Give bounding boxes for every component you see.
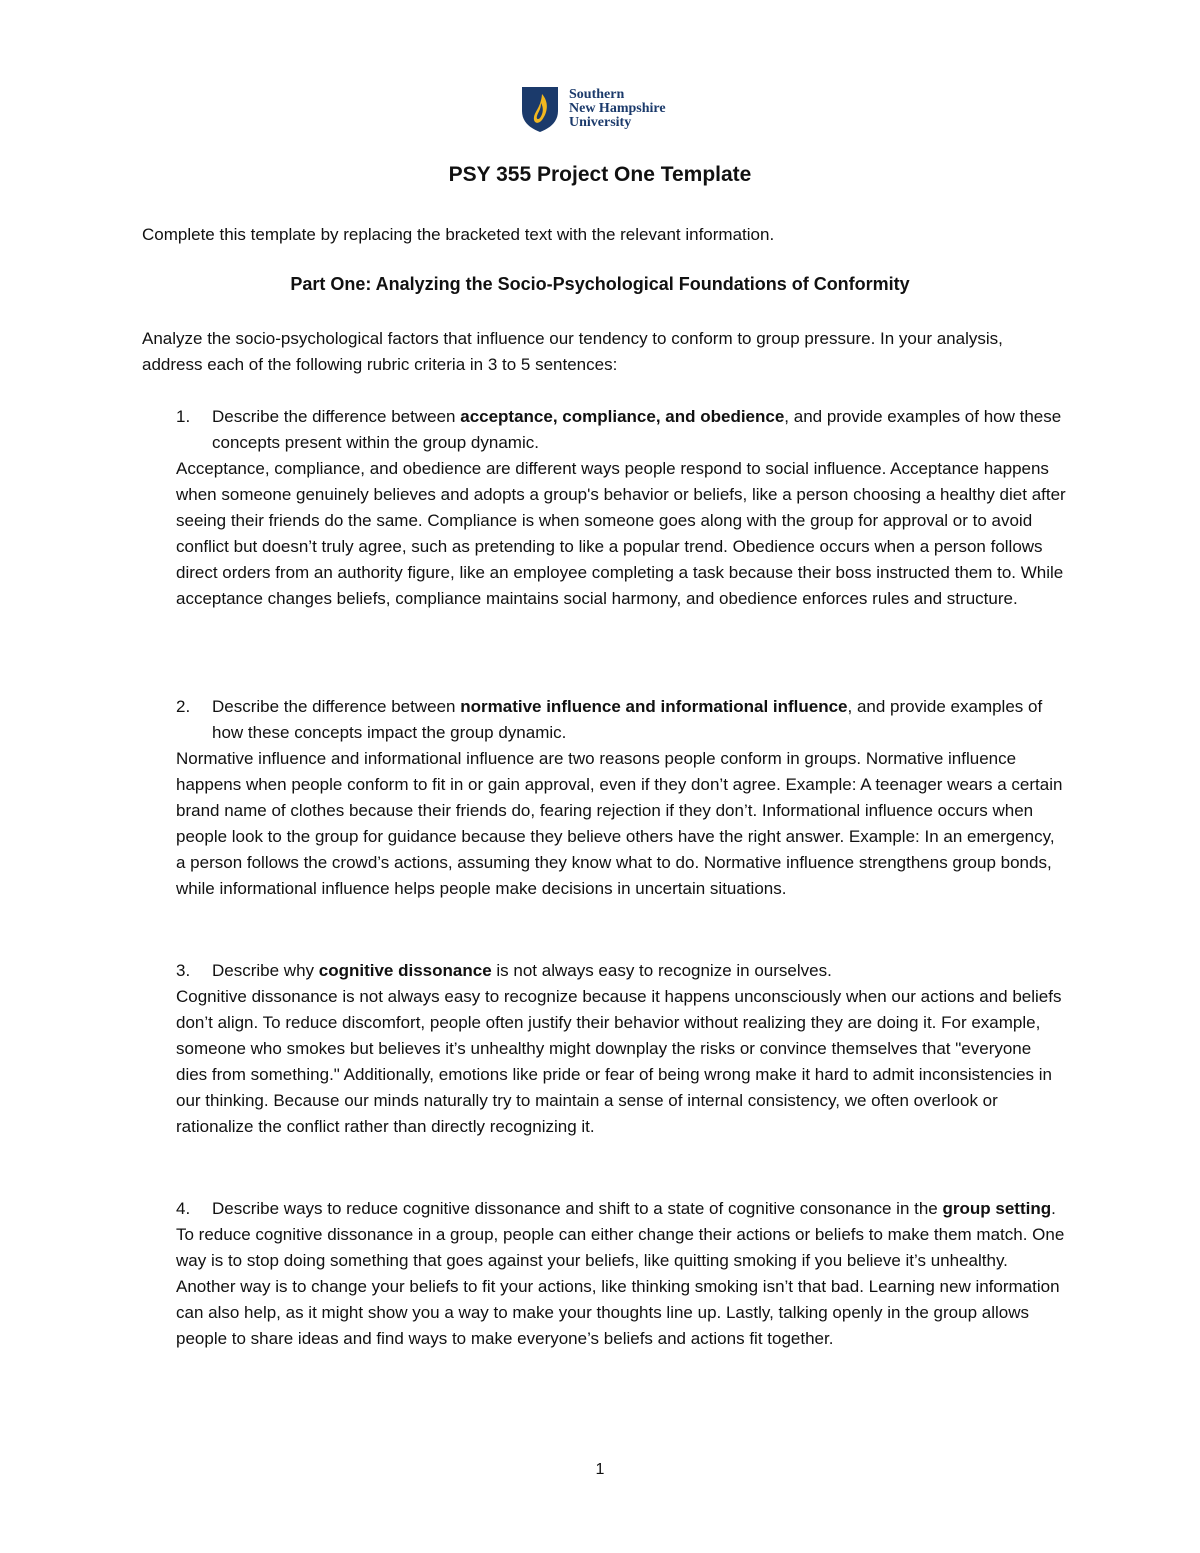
question-text-start: Describe the difference between bbox=[212, 697, 461, 716]
question-number: 4. bbox=[176, 1199, 191, 1218]
logo-wordmark bbox=[569, 88, 666, 130]
question-text-start: Describe ways to reduce cognitive dissonance and shift to a state of cognitive consonance in the bbox=[212, 1199, 943, 1218]
question-text-end: , and provide examples of how these concepts present within the group dynamic. bbox=[212, 407, 1062, 452]
university-logo bbox=[521, 84, 666, 134]
document-title: PSY 355 Project One Template bbox=[448, 163, 752, 186]
question-number: 1. bbox=[176, 407, 191, 426]
question-4 bbox=[176, 1196, 1066, 1352]
question-prompt bbox=[176, 1196, 1066, 1222]
question-key-terms: normative influence and informational influence bbox=[460, 697, 848, 716]
question-text-end: is not always easy to recognize in ourselves. bbox=[491, 961, 832, 980]
question-prompt bbox=[176, 958, 1066, 984]
question-prompt bbox=[176, 404, 1066, 456]
question-text-end: , and provide examples of how these concepts impact the group dynamic. bbox=[212, 697, 1043, 742]
answer-paragraph: Cognitive dissonance is not always easy to recognize because it happens unconsciously when our actions and beliefs don’t align. To reduce discomfort, people often justify their behavior without realizing they are doing it. For example, someone who smokes but believes it’s unhealthy might downplay the risks or convince themselves that "everyone dies from something." Additionally, emotions like pride or fear of being wrong make it hard to admit inconsistencies in our thinking. Because our minds naturally try to maintain a sense of internal consistency, we often overlook or rationalize the conflict rather than directly recognizing it. bbox=[176, 987, 1062, 1136]
question-number: 2. bbox=[176, 697, 191, 716]
question-3 bbox=[176, 958, 1066, 1140]
intro-instructions: Complete this template by replacing the bracketed text with the relevant information. bbox=[142, 225, 775, 244]
answer-paragraph: To reduce cognitive dissonance in a group, people can either change their actions or beliefs to make them match. One way is to stop doing something that goes against your beliefs, like quitting smoking if you believe it’s unhealthy. Another way is to change your beliefs to fit your actions, like thinking smoking isn’t that bad. Learning new information can also help, as it might show you a way to make your thoughts line up. Lastly, talking openly in the group allows people to share ideas and find ways to make everyone’s beliefs and actions fit together. bbox=[176, 1225, 1065, 1348]
question-number: 3. bbox=[176, 961, 191, 980]
logo-line-2: New Hampshire bbox=[569, 101, 666, 116]
question-key-terms: group setting bbox=[942, 1199, 1052, 1218]
answer-paragraph: Acceptance, compliance, and obedience are different ways people respond to social influence. Acceptance happens when someone genuinely believes and adopts a group's behavior or beliefs, like a person choosing a healthy diet after seeing their friends do the same. Compliance is when someone goes along with the group for approval or to avoid conflict but doesn’t truly agree, such as pretending to like a popular trend. Obedience occurs when a person follows direct orders from an authority figure, like an employee completing a task because their boss instructed them to. While acceptance changes beliefs, compliance maintains social harmony, and obedience enforces rules and structure. bbox=[176, 459, 1066, 608]
question-text-start: Describe why bbox=[212, 961, 319, 980]
question-key-terms: acceptance, compliance, and obedience bbox=[460, 407, 785, 426]
shield-flame-icon bbox=[521, 85, 559, 133]
question-prompt bbox=[176, 694, 1066, 746]
page-number: 1 bbox=[595, 1461, 605, 1478]
question-text-end: . bbox=[1051, 1199, 1056, 1218]
analysis-prompt: Analyze the socio-psychological factors that influence our tendency to conform to group pressure. In your analysis, address each of the following rubric criteria in 3 to 5 sentences: bbox=[142, 329, 1003, 374]
answer-paragraph: Normative influence and informational influence are two reasons people conform in groups. Normative influence happens when people conform to fit in or gain approval, even if they don’t agree. Example: A teenager wears a certain brand name of clothes because their friends do, fearing rejection if they don’t. Informational influence occurs when people look to the group for guidance because they believe others have the right answer. Example: In an emergency, a person follows the crowd’s actions, assuming they know what to do. Normative influence strengthens group bonds, while informational influence helps people make decisions in uncertain situations. bbox=[176, 749, 1063, 898]
question-2 bbox=[176, 694, 1066, 902]
logo-line-1: Southern bbox=[569, 87, 625, 102]
question-key-terms: cognitive dissonance bbox=[318, 961, 492, 980]
logo-line-3: University bbox=[569, 115, 632, 130]
question-1 bbox=[176, 404, 1066, 612]
question-text-start: Describe the difference between bbox=[212, 407, 461, 426]
part-one-heading: Part One: Analyzing the Socio-Psychological Foundations of Conformity bbox=[290, 274, 910, 294]
